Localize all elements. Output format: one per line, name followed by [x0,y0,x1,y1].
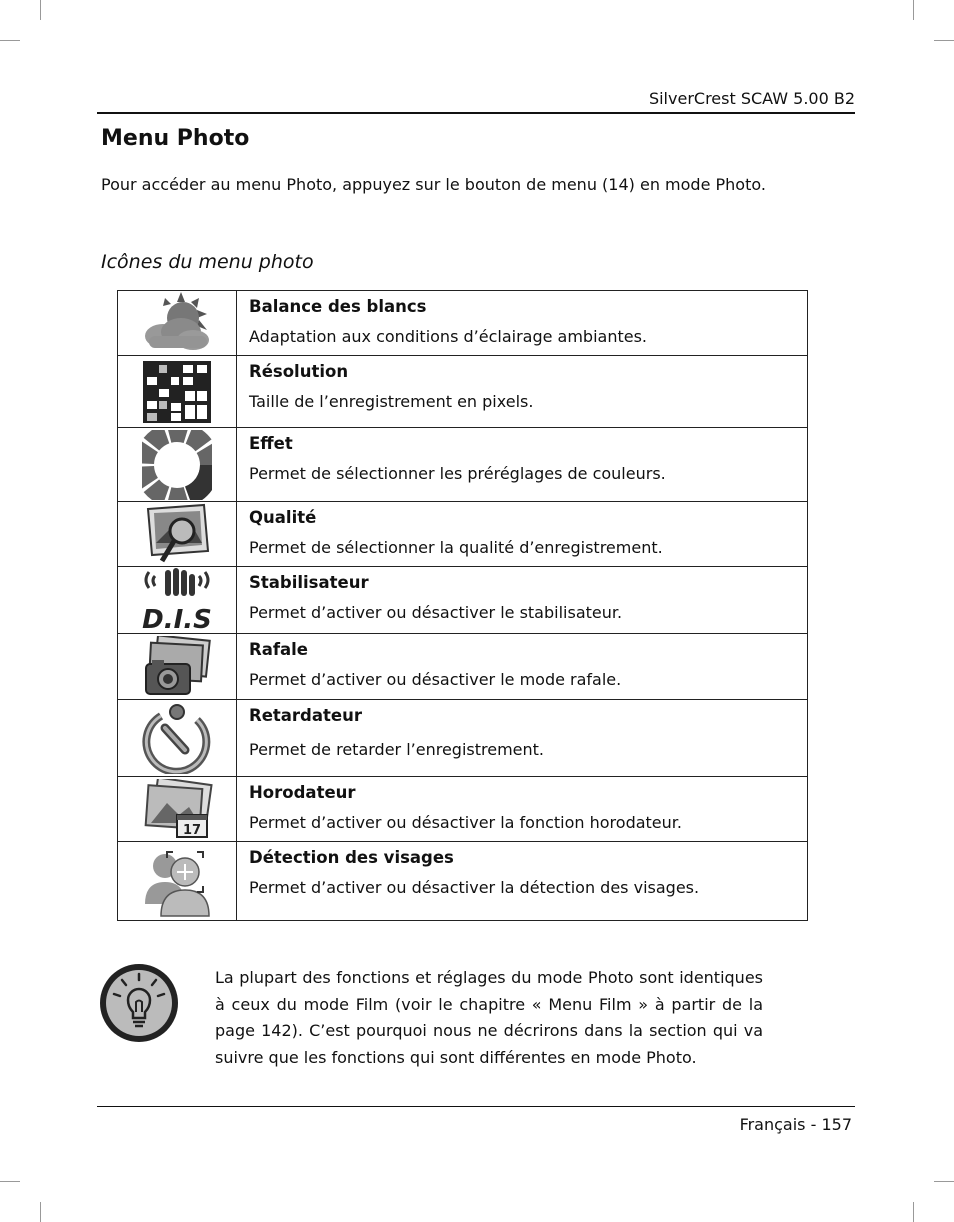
page-number: Français - 157 [739,1115,852,1134]
face-detection-icon [141,844,213,918]
icon-cell [118,777,237,842]
description-cell [237,777,808,842]
crop-mark [40,0,41,20]
crop-mark [913,1202,914,1222]
crop-mark [934,40,954,41]
setting-name: Effet [249,434,293,453]
table-row [118,428,808,502]
setting-description: Permet de sélectionner la qualité d’enregistrement. [249,538,663,557]
icon-table [117,290,808,921]
crop-mark [934,1181,954,1182]
setting-description: Permet d’activer ou désactiver la détection des visages. [249,878,700,897]
setting-description: Permet d’activer ou désactiver le mode rafale. [249,670,622,689]
icon-cell [118,700,237,777]
description-cell [237,502,808,567]
setting-name: Stabilisateur [249,573,369,592]
setting-name: Détection des visages [249,848,454,867]
self-timer-icon [141,702,213,774]
running-header: SilverCrest SCAW 5.00 B2 [648,89,855,108]
icon-cell [118,502,237,567]
setting-name: Retardateur [249,706,362,725]
icon-cell [118,842,237,921]
crop-mark [0,1181,20,1182]
header-rule [97,112,855,114]
setting-description: Permet de retarder l’enregistrement. [249,740,544,759]
description-cell [237,567,808,634]
icon-cell [118,291,237,356]
setting-description: Permet d’activer ou désactiver le stabilisateur. [249,603,623,622]
icon-cell [118,634,237,700]
description-cell [237,428,808,502]
setting-name: Balance des blancs [249,297,427,316]
setting-description: Adaptation aux conditions d’éclairage ambiantes. [249,327,648,346]
effect-icon [142,430,212,500]
icon-cell [118,428,237,502]
table-row [118,291,808,356]
stabilizer-icon [141,568,213,632]
stabilizer-label: D.I.S [142,605,212,632]
crop-mark [40,1202,41,1222]
description-cell [237,291,808,356]
description-cell [237,356,808,428]
setting-name: Résolution [249,362,349,381]
setting-description: Taille de l’enregistrement en pixels. [249,392,534,411]
table-row [118,567,808,634]
section-subtitle: Icônes du menu photo [101,251,314,273]
description-cell [237,842,808,921]
description-cell [237,634,808,700]
note-paragraph: La plupart des fonctions et réglages du mode Photo sont identiques à ceux du mode Film (voir le chapitre « Menu Film » à partir de la page 142). C’est pourquoi nous ne décrirons dans la section qui va suivre que les fonctions qui sont différentes en mode Photo. [215,968,763,1067]
crop-mark [0,40,20,41]
setting-name: Rafale [249,640,308,659]
icon-cell [118,567,237,634]
table-row [118,700,808,777]
icon-cell [118,356,237,428]
page-title: Menu Photo [101,126,250,151]
table-row [118,777,808,842]
setting-description: Permet de sélectionner les préréglages de couleurs. [249,464,666,483]
white-balance-icon [141,292,213,354]
setting-description: Permet d’activer ou désactiver la fonction horodateur. [249,813,682,832]
intro-paragraph: Pour accéder au menu Photo, appuyez sur le bouton de menu (14) en mode Photo. [101,175,766,194]
crop-mark [913,0,914,20]
quality-icon [142,503,212,565]
table-row [118,634,808,700]
footer-rule [97,1106,855,1107]
table-row [118,356,808,428]
table-row [118,502,808,567]
table-row [118,842,808,921]
date-stamp-icon [141,779,213,839]
setting-name: Horodateur [249,783,356,802]
setting-name: Qualité [249,508,317,527]
date-label: 17 [182,823,202,838]
description-cell [237,700,808,777]
burst-icon [142,636,212,698]
resolution-icon [141,359,213,425]
lightbulb-icon [98,962,180,1048]
